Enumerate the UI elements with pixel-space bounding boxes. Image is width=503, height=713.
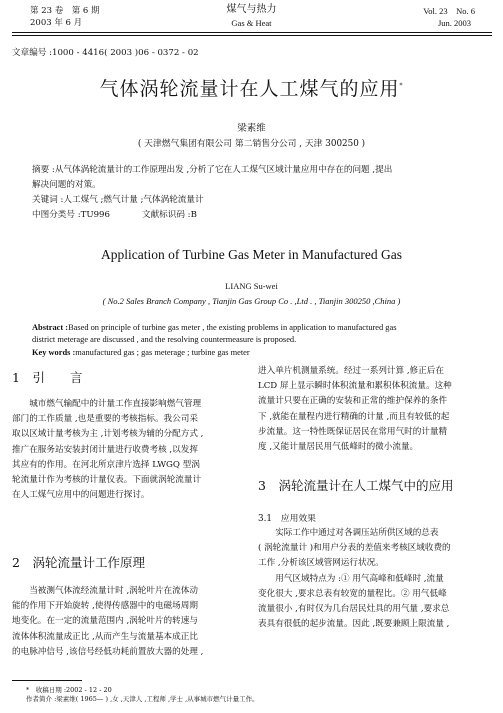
text-line: 流量很小 ,有时仅为几台居民灶具的用气量 ,要求总: [258, 604, 450, 615]
text-line: 地变化。在一定的流量范围内 ,涡轮叶片的转速与: [12, 616, 198, 627]
text-line: 步流量。这一特性既保证居民在常用气时的计量精: [258, 426, 448, 437]
text-line: 用气区域特点为 :① 用气高峰和低峰时 ,流量: [258, 573, 444, 584]
abstract-cn: [32, 163, 472, 223]
journal-name-en: Gas & Heat: [231, 18, 272, 28]
text-line: 工作 ,分析该区域管网运行状况。: [258, 558, 384, 569]
text-line: 表具有很低的起步流量。因此 ,既要兼顾上限流量 ,: [258, 619, 450, 630]
subsection-3-1-heading: 3.1 应用效果: [258, 514, 316, 524]
journal-date: 2003 年 6 月: [30, 18, 83, 28]
text-line: 进入单片机测量系统。经过一系列计算 ,修正后在: [258, 366, 444, 376]
affiliation-cn: ( 天津燃气集团有限公司 第二销售分公司 , 天津 300250 ): [137, 139, 366, 149]
text-line: ( 涡轮流量计 )和用户分表的差值来考核区域收费的: [258, 543, 451, 554]
text-line: 其应有的作用。在河北所京津片选择 LWGQ 型涡: [12, 459, 200, 470]
abstract-en-line: Based on principle of turbine gas meter , the existing problems in application to manufactured gas: [68, 323, 397, 332]
affiliation-en: ( No.2 Sales Branch Company , Tianjin Gas Group Co . ,Ltd . , Tianjin 300250 ,China ): [102, 296, 401, 306]
header-rule-thin: [12, 35, 492, 36]
journal-name-cn: 煤气与热力: [226, 4, 277, 15]
text-line: 当被测气体流经流量计时 ,涡轮叶片在流体动: [12, 586, 198, 596]
section-3-heading: 3 涡轮流量计在人工煤气中的应用: [258, 478, 454, 493]
clc-number: 中图分类号 :TU996: [32, 210, 110, 220]
text-line: LCD 屏上显示瞬时体积流量和累积体积流量。这种: [258, 381, 452, 392]
article-number: 文章编号 :1000 - 4416( 2003 )06 - 0372 - 02: [12, 48, 199, 58]
keywords-cn: 关键词 :人工煤气 ;燃气计量 ;气体涡轮流量计: [32, 195, 204, 205]
abstract-en-line: district meterage are discussed , and the resolving countermeasure is proposed.: [32, 335, 297, 345]
title-text: 气体涡轮流量计在人工煤气的应用: [99, 78, 400, 100]
author-bio: 作者简介 :梁素维( 1965— ) ,女 ,天津人 ,工程师 ,学士 ,从事城市燃气计量工作。: [26, 694, 259, 703]
received-date: 收稿日期 :2002 - 12 - 20: [35, 686, 112, 694]
text-line: 推广在服务站安装封闭计量进行收费考核 ,以发挥: [12, 444, 198, 455]
keywords-en: manufactured gas ; gas meterage ; turbine gas meter: [75, 347, 250, 357]
abstract-cn-line: 摘要 :从气体涡轮流量计的工作原理出发 ,分析了它在人工煤气区域计量应用中存在的问题 ,提出: [32, 165, 393, 175]
text-line: 下 ,就能在量程内进行精确的计量 ,而且有较低的起: [258, 411, 450, 422]
section-2-heading: 2 涡轮流量计工作原理: [12, 555, 145, 570]
footnote: [26, 686, 259, 703]
text-line: 流体体积流量成正比 ,从而产生与流量基本成正比: [12, 631, 198, 642]
text-line: 度 ,又能计量居民用气低峰时的微小流量。: [258, 442, 419, 453]
text-line: 取以区域计量考核为主 ,计划考核为辅的分配方式 ,: [12, 429, 204, 440]
footnote-mark: *: [26, 686, 30, 694]
header-rule-thick: [12, 32, 492, 33]
document-code: 文献标识码 :B: [141, 210, 197, 220]
journal-vol-en: Vol. 23 No. 6: [423, 6, 475, 16]
subsection-3-1-body: [258, 526, 494, 632]
journal-date-en: Jun. 2003: [437, 18, 471, 28]
text-line: 部门的工作质量 ,也是重要的考核指标。我公司采: [12, 414, 198, 425]
abstract-en: [32, 322, 477, 359]
journal-volume-issue: 第 23 卷 第 6 期: [30, 6, 100, 16]
title-footnote-mark: *: [399, 82, 404, 90]
author-en: LIANG Su-wei: [225, 281, 278, 291]
text-line: 变化很大 ,要求总表有较宽的量程比。② 用气低峰: [258, 588, 447, 599]
text-line: 流量计只要在正确的安装和正常的维护保养的条件: [258, 396, 448, 407]
classification-line: [32, 208, 472, 223]
section-2-body: [12, 584, 248, 660]
abstract-cn-line: 解决问题的对策。: [32, 180, 101, 190]
section-1-body: [12, 397, 248, 503]
page-title: [0, 74, 503, 101]
section-1-heading: 1 引 言: [12, 370, 83, 385]
text-line: 在人工煤气应用中的问题进行探讨。: [12, 490, 150, 501]
text-line: 轮流量计作为考核的计量仪表。下面就涡轮流量计: [12, 475, 202, 486]
text-line: 城市燃气输配中的计量工作直接影响燃气管理: [12, 399, 202, 409]
text-line: 的电脉冲信号 ,该信号经低功耗前置放大器的处理 ,: [12, 646, 204, 657]
text-line: 实际工作中通过对各调压站所供区域的总表: [258, 528, 439, 538]
abstract-en-label: Abstract :: [32, 323, 69, 332]
footnote-rule: [12, 680, 82, 681]
keywords-en-label: Key words :: [32, 347, 76, 357]
text-line: 能的作用下开始旋转 ,使得传感器中的电磁场周期: [12, 601, 198, 612]
section-2-continued: [258, 364, 494, 455]
author-cn: 梁素维: [237, 123, 266, 134]
title-en: Application of Turbine Gas Meter in Manufactured Gas: [100, 247, 403, 262]
